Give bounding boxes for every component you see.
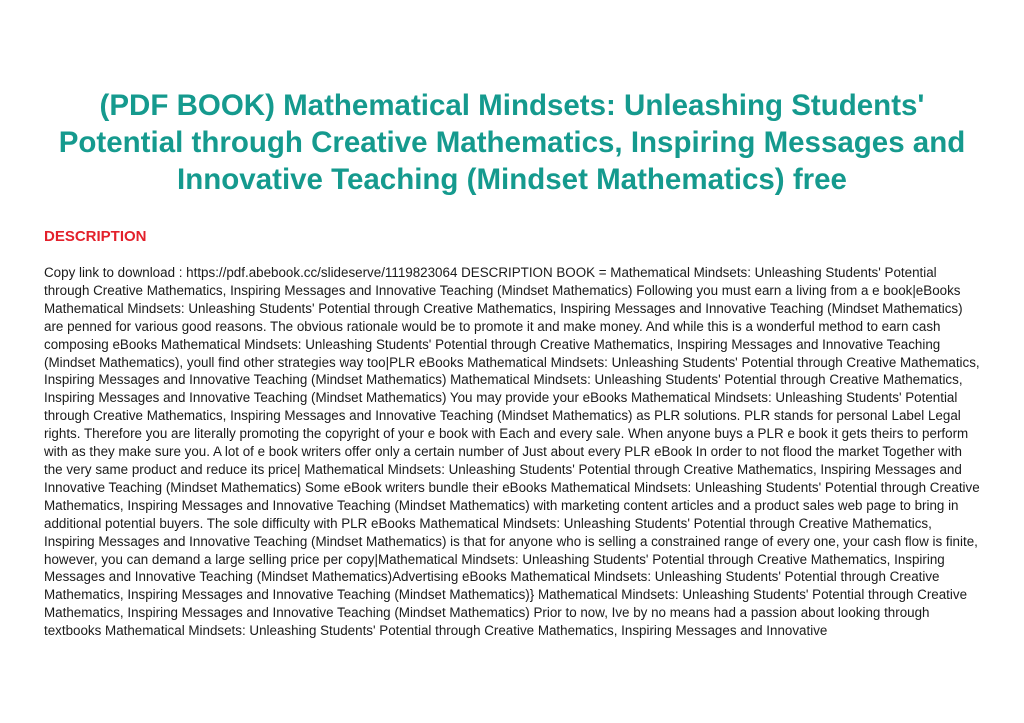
description-body: Copy link to download : https://pdf.abebook.cc/slideserve/1119823064 DESCRIPTION BOOK = Mathematical Mindsets: Unleashing Students' Potential through Creative Mathematics, Inspiring Messages and Innovative Teaching (Mindset Mathematics) Following you must earn a living from a e book|eBooks Mathematical Mindsets: Unleashing Students' Potential through Creative Mathematics, Inspiring Messages and Innovative Teaching (Mindset Mathematics) are penned for various good reasons. The obvious rationale would be to promote it and make money. And while this is a wonderful method to earn cash composing eBooks Mathematical Mindsets: Unleashing Students' Potential through Creative Mathematics, Inspiring Messages and Innovative Teaching (Mindset Mathematics), youll find other strategies way too|PLR eBooks Mathematical Mindsets: Unleashing Students' Potential through Creative Mathematics, Inspiring Messages and Innovative Teaching (Mindset Mathematics) Mathematical Mindsets: Unleashing Students' Potential through Creative Mathematics, Inspiring Messages and Innovative Teaching (Mindset Mathematics) You may provide your eBooks Mathematical Mindsets: Unleashing Students' Potential through Creative Mathematics, Inspiring Messages and Innovative Teaching (Mindset Mathematics) as PLR solutions. PLR stands for personal Label Legal rights. Therefore you are literally promoting the copyright of your e book with Each and every sale. When anyone buys a PLR e book it gets theirs to perform with as they make sure you. A lot of e book writers offer only a certain number of Just about every PLR eBook In order to not flood the market Together with the very same product and reduce its price| Mathematical Mindsets: Unleashing Students' Potential through Creative Mathematics, Inspiring Messages and Innovative Teaching (Mindset Mathematics) Some eBook writers bundle their eBooks Mathematical Mindsets: Unleashing Students' Potential through Creative Mathematics, Inspiring Messages and Innovative Teaching (Mindset Mathematics) with marketing content articles and a product sales web page to bring in additional potential buyers. The sole difficulty with PLR eBooks Mathematical Mindsets: Unleashing Students' Potential through Creative Mathematics, Inspiring Messages and Innovative Teaching (Mindset Mathematics) is that for anyone who is selling a constrained range of every one, your cash flow is finite, however, you can demand a large selling price per copy|Mathematical Mindsets: Unleashing Students' Potential through Creative Mathematics, Inspiring Messages and Innovative Teaching (Mindset Mathematics)Advertising eBooks Mathematical Mindsets: Unleashing Students' Potential through Creative Mathematics, Inspiring Messages and Innovative Teaching (Mindset Mathematics)} Mathematical Mindsets: Unleashing Students' Potential through Creative Mathematics, Inspiring Messages and Innovative Teaching (Mindset Mathematics) Prior to now, Ive by no means had a passion about looking through textbooks Mathematical Mindsets: Unleashing Students' Potential through Creative Mathematics, Inspiring Messages and Innovative [44, 265, 980, 639]
description-heading: DESCRIPTION [44, 228, 147, 245]
document-title: (PDF BOOK) Mathematical Mindsets: Unleashing Students' Potential through Creative Mathematics, Inspiring Messages and Innovative Teaching (Mindset Mathematics) free [58, 89, 966, 196]
